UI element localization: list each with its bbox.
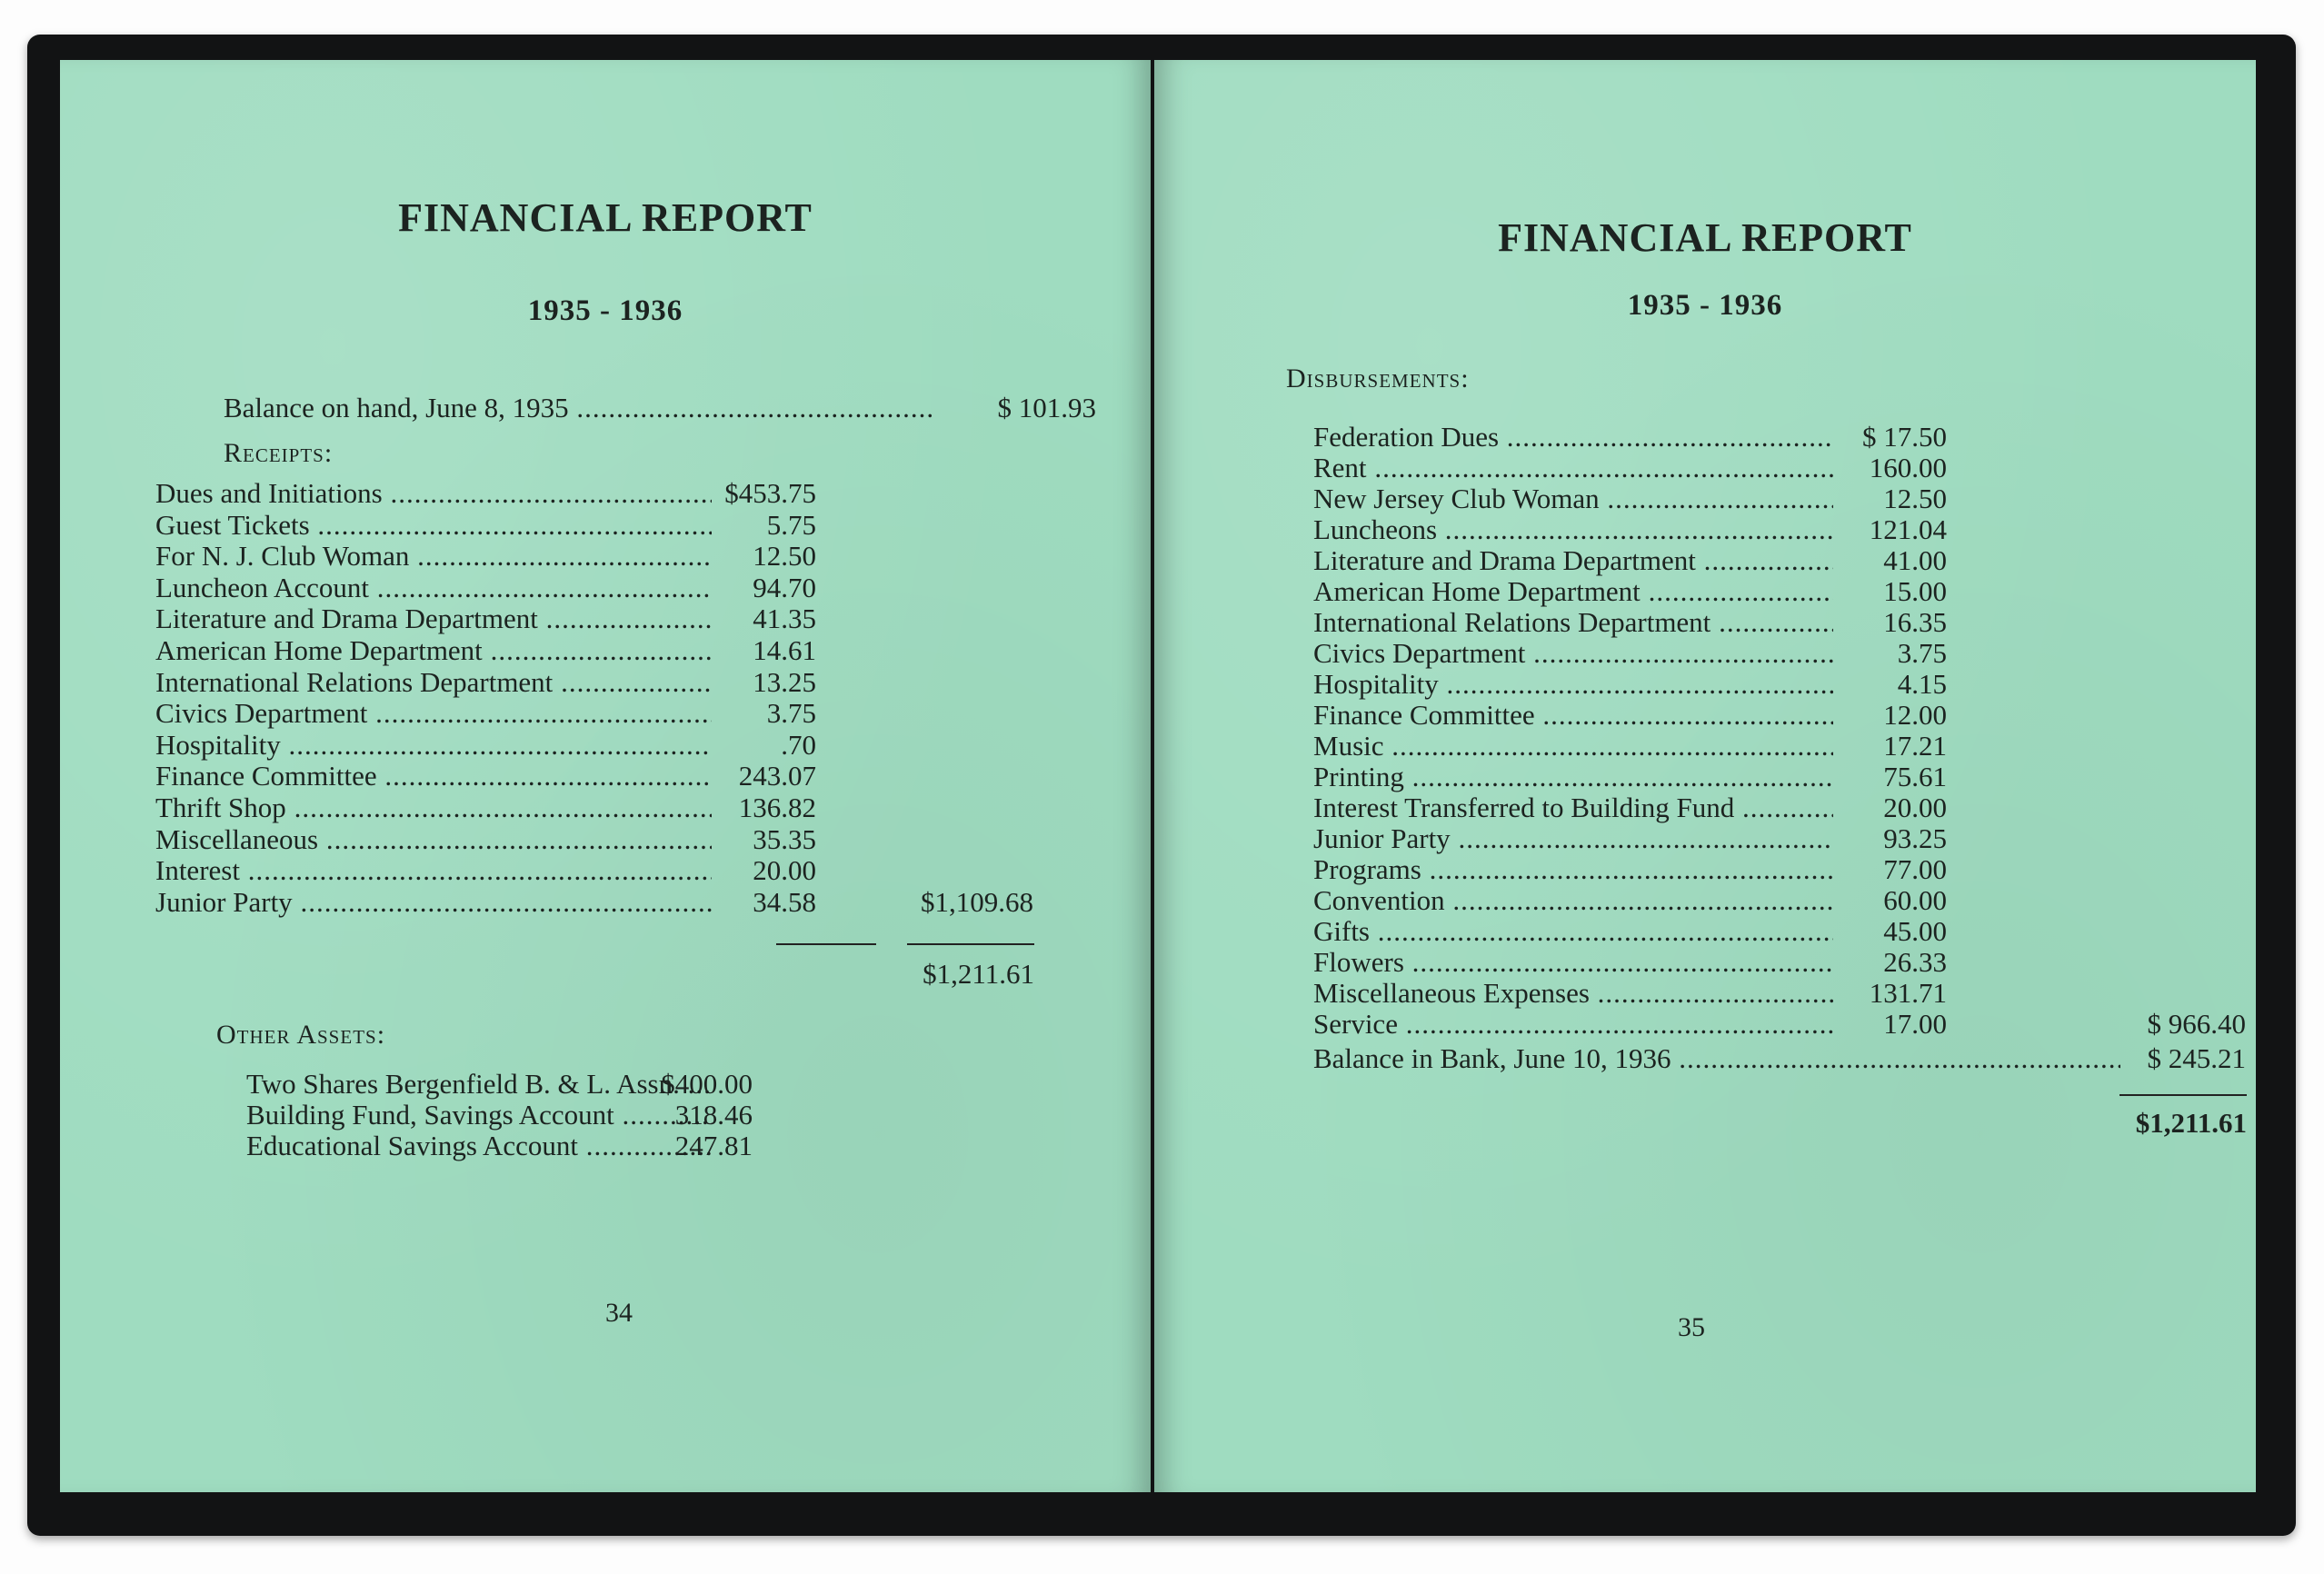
receipt-row [155, 478, 1046, 509]
disbursement-row [1313, 947, 2249, 978]
asset-row [246, 1069, 755, 1100]
disbursement-row [1313, 545, 2249, 576]
asset-row-amount: 318.46 [674, 1099, 753, 1131]
receipt-row-amount: 12.50 [753, 540, 816, 573]
disbursement-row-label: Printing ..... [1313, 762, 1833, 792]
receipt-row-label: Thrift Shop ..... [155, 792, 712, 823]
receipt-row-label: Interest ..... [155, 855, 712, 886]
disbursement-row-amount: 45.00 [1883, 915, 1947, 947]
asset-row [246, 1131, 755, 1161]
disbursement-row-label: Junior Party ..... [1313, 823, 1833, 854]
disbursement-row-label: Finance Committee ..... [1313, 700, 1833, 731]
disbursement-row-amount: 160.00 [1869, 452, 1947, 483]
disbursement-row-amount: 12.00 [1883, 699, 1947, 731]
disbursement-row-label: Service ..... [1313, 1009, 1833, 1040]
receipt-row-label: Miscellaneous ..... [155, 824, 712, 855]
asset-row-label: Building Fund, Savings Account ..... [246, 1100, 712, 1131]
receipt-row-amount: 35.35 [753, 822, 816, 855]
receipt-row [155, 824, 1046, 855]
disbursement-row [1313, 576, 2249, 607]
opening-balance-row [224, 393, 1123, 423]
disbursement-row-amount: 20.00 [1883, 792, 1947, 823]
disbursement-row-label: American Home Department ..... [1313, 576, 1833, 607]
disbursement-row [1313, 823, 2249, 854]
disbursement-row-label: Hospitality ..... [1313, 669, 1833, 700]
page-number: 34 [605, 1298, 633, 1328]
disbursement-row-amount: 15.00 [1883, 575, 1947, 607]
page-title: FINANCIAL REPORT [398, 195, 813, 240]
disbursement-row [1313, 792, 2249, 823]
disbursement-row [1313, 607, 2249, 638]
disbursement-row [1313, 422, 2249, 453]
receipt-row-amount: 94.70 [753, 571, 816, 603]
disbursement-row-total: $ 966.40 [2147, 1008, 2246, 1040]
right-page [1154, 60, 2256, 1492]
disbursement-row [1313, 638, 2249, 669]
receipt-row-amount: 5.75 [766, 508, 816, 541]
receipt-row [155, 698, 1046, 729]
receipts-subtotal-rule [776, 943, 876, 945]
disbursement-row-label: Literature and Drama Department ..... [1313, 545, 1833, 576]
receipt-row-label: Literature and Drama Department ..... [155, 603, 712, 634]
disbursement-row-label: Interest Transferred to Building Fund ..... [1313, 792, 1833, 823]
receipt-row-label: Junior Party ..... [155, 887, 712, 918]
receipt-row [155, 541, 1046, 572]
disbursement-row-amount: 121.04 [1869, 513, 1947, 545]
receipt-row-label: For N. J. Club Woman ..... [155, 541, 712, 572]
disbursement-row-label: Convention ..... [1313, 885, 1833, 916]
disbursement-row-amount: 60.00 [1883, 884, 1947, 916]
disbursement-row-label: Music ..... [1313, 731, 1833, 762]
page-number: 35 [1678, 1312, 1705, 1342]
receipt-row [155, 761, 1046, 792]
receipt-row-label: Luncheon Account ..... [155, 573, 712, 603]
disbursement-row-label: Miscellaneous Expenses ..... [1313, 978, 1833, 1009]
receipt-row-label: Hospitality ..... [155, 730, 712, 761]
disbursement-row [1313, 483, 2249, 514]
disbursement-row-amount: 4.15 [1897, 668, 1947, 700]
receipt-row-amount: 243.07 [738, 760, 816, 792]
opening-balance-label: Balance on hand, June 8, 1935 ..... [224, 393, 933, 423]
receipt-row-amount: .70 [781, 728, 816, 761]
disbursement-row-amount: 17.21 [1883, 730, 1947, 762]
disbursement-row-amount: 77.00 [1883, 853, 1947, 885]
receipt-row-amount: 3.75 [766, 697, 816, 730]
disbursement-row-label: Civics Department ..... [1313, 638, 1833, 669]
disbursement-row [1313, 916, 2249, 947]
receipt-row-amount: 20.00 [753, 854, 816, 887]
receipt-row-amount: 34.58 [753, 885, 816, 918]
receipt-row-total: $1,109.68 [921, 885, 1033, 918]
report-years: 1935 - 1936 [1627, 289, 1783, 322]
disbursement-row-amount: 93.25 [1883, 822, 1947, 854]
disbursement-row-amount: 26.33 [1883, 946, 1947, 978]
asset-row-label: Two Shares Bergenfield B. & L. Assn. ..... [246, 1069, 712, 1100]
receipt-row-label: Dues and Initiations ..... [155, 478, 712, 509]
asset-row-amount: $400.00 [661, 1068, 753, 1100]
disbursement-row-amount: $ 17.50 [1862, 421, 1947, 453]
receipt-row [155, 887, 1046, 918]
disbursement-row-label: New Jersey Club Woman ..... [1313, 483, 1833, 514]
receipt-row [155, 855, 1046, 886]
receipt-row-amount: 136.82 [738, 792, 816, 823]
disbursement-row-amount: 3.75 [1897, 637, 1947, 669]
receipt-row [155, 510, 1046, 541]
receipts-heading: Receipts: [224, 438, 334, 468]
receipt-row-label: International Relations Department ..... [155, 667, 712, 698]
receipt-row [155, 635, 1046, 666]
disbursements-heading: Disbursements: [1286, 364, 1470, 394]
asset-row-amount: 247.81 [674, 1130, 753, 1161]
receipt-row-label: Guest Tickets ..... [155, 510, 712, 541]
disbursement-row-label: Federation Dues ..... [1313, 422, 1833, 453]
receipt-row-amount: 41.35 [753, 603, 816, 635]
receipt-row [155, 730, 1046, 761]
receipt-row-label: Civics Department ..... [155, 698, 712, 729]
disbursement-row-label: Rent ..... [1313, 453, 1833, 483]
right-grand-total: $1,211.61 [2135, 1107, 2247, 1139]
receipt-row [155, 667, 1046, 698]
disbursements-total-rule [2120, 1094, 2247, 1096]
disbursement-row [1313, 885, 2249, 916]
disbursement-row [1313, 978, 2249, 1009]
receipt-row [155, 603, 1046, 634]
disbursement-row-label: Programs ..... [1313, 854, 1833, 885]
receipt-row-label: American Home Department ..... [155, 635, 712, 666]
disbursement-row-amount: 12.50 [1883, 483, 1947, 514]
disbursement-row [1313, 453, 2249, 483]
receipt-row-label: Finance Committee ..... [155, 761, 712, 792]
left-grand-total: $1,211.61 [923, 958, 1034, 990]
disbursement-row-label: Luncheons ..... [1313, 514, 1833, 545]
disbursement-row-label: Gifts ..... [1313, 916, 1833, 947]
disbursement-row [1313, 854, 2249, 885]
asset-row-label: Educational Savings Account ..... [246, 1131, 712, 1161]
closing-balance-amount: $ 245.21 [2147, 1042, 2246, 1074]
receipt-row [155, 573, 1046, 603]
disbursement-row [1313, 1009, 2249, 1040]
disbursement-row-amount: 75.61 [1883, 761, 1947, 792]
disbursement-row-amount: 131.71 [1869, 977, 1947, 1009]
disbursement-row [1313, 669, 2249, 700]
disbursement-row-amount: 16.35 [1883, 606, 1947, 638]
disbursement-row [1313, 762, 2249, 792]
report-years: 1935 - 1936 [527, 294, 683, 327]
disbursement-row-label: International Relations Department ..... [1313, 607, 1833, 638]
receipt-row-amount: $453.75 [724, 477, 816, 509]
disbursement-row-amount: 17.00 [1883, 1008, 1947, 1040]
other-assets-heading: Other Assets: [216, 1020, 386, 1050]
receipts-total-rule [907, 943, 1034, 945]
disbursement-row-amount: 41.00 [1883, 544, 1947, 576]
page-title: FINANCIAL REPORT [1498, 215, 1912, 260]
left-page [60, 60, 1151, 1492]
asset-row [246, 1100, 755, 1131]
receipt-row-amount: 14.61 [753, 634, 816, 666]
disbursement-row-label: Flowers ..... [1313, 947, 1833, 978]
disbursement-row [1313, 731, 2249, 762]
opening-balance-amount: $ 101.93 [997, 392, 1096, 423]
receipt-row [155, 792, 1046, 823]
disbursement-row [1313, 514, 2249, 545]
disbursement-row [1313, 700, 2249, 731]
closing-balance-label: Balance in Bank, June 10, 1936 ..... [1313, 1043, 2120, 1074]
closing-balance-row [1313, 1043, 2249, 1074]
receipt-row-amount: 13.25 [753, 665, 816, 698]
